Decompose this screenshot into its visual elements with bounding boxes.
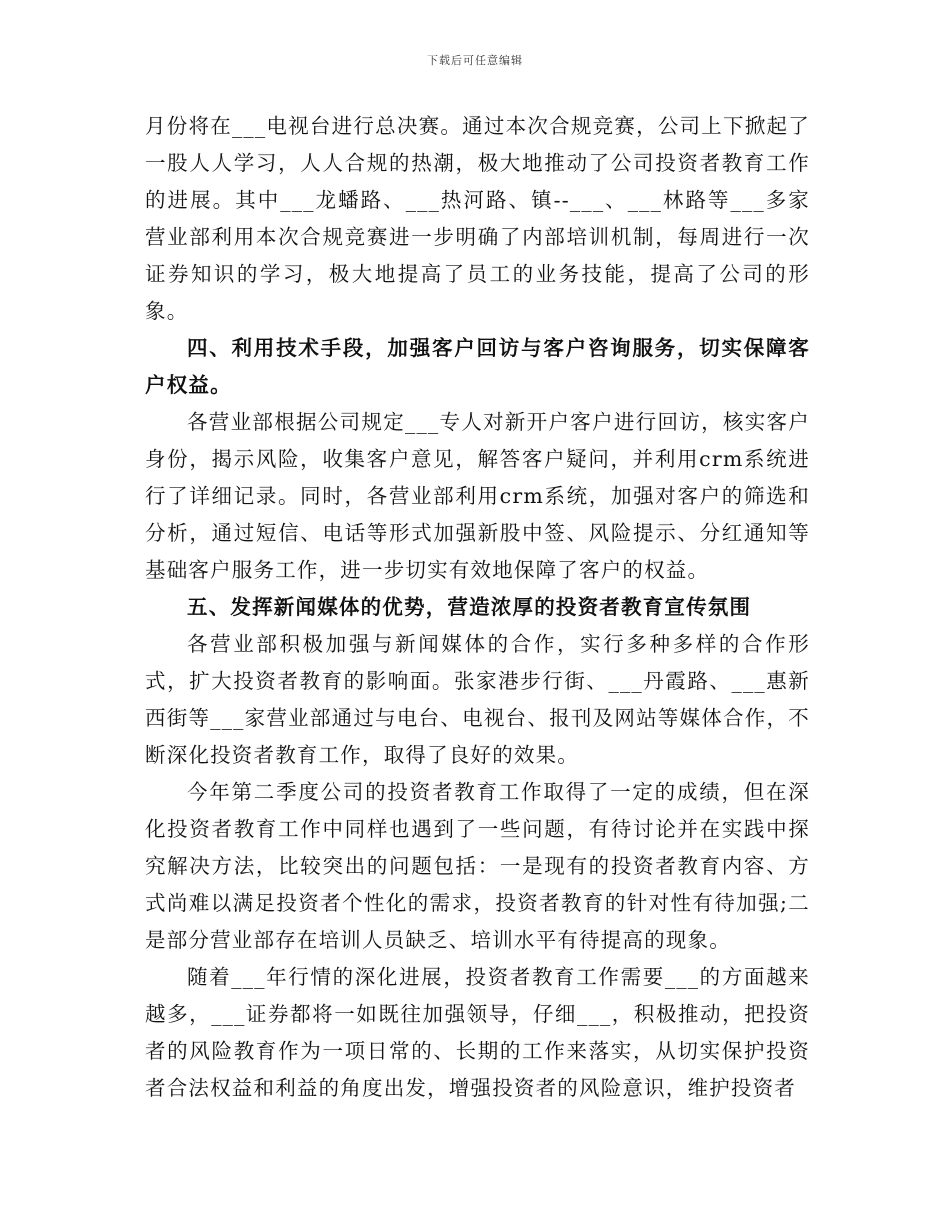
section-heading-4: 四、利用技术手段，加强客户回访与客户咨询服务，切实保障客户权益。 [145, 336, 810, 397]
paragraph-continuation: 月份将在___电视台进行总决赛。通过本次合规竞赛，公司上下掀起了一股人人学习，人人合规的热潮，极大地推动了公司投资者教育工作的进展。其中___龙蟠路、___热河路、镇--___、___林路等___多家营业部利用本次合规竞赛进一步明确了内部培训机制，每周进行一次证券知识的学习，极大地提高了员工的业务技能，提高了公司的形象。 [145, 114, 810, 323]
paragraph-problems: 今年第二季度公司的投资者教育工作取得了一定的成绩，但在深化投资者教育工作中同样也遇到了一些问题，有待讨论并在实践中探究解决方法，比较突出的问题包括：一是现有的投资者教育内容、方式尚难以满足投资者个性化的需求，投资者教育的针对性有待加强;二是部分营业部存在培训人员缺乏、培训水平有待提高的现象。 [145, 780, 810, 952]
paragraph-outlook: 随着___年行情的深化进展，投资者教育工作需要___的方面越来越多，___证券都将一如既往加强领导，仔细___，积极推动，把投资者的风险教育作为一项日常的、长期的工作来落实，从切实保护投资者合法权益和利益的角度出发，增强投资者的风险意识，维护投资者 [145, 965, 810, 1100]
page-header: 下载后可任意编辑 [427, 54, 523, 67]
paragraph-media-cooperation: 各营业部积极加强与新闻媒体的合作，实行多种多样的合作形式，扩大投资者教育的影响面。张家港步行街、___丹霞路、___惠新西街等___家营业部通过与电台、电视台、报刊及网站等媒体合作，不断深化投资者教育工作，取得了良好的效果。 [145, 632, 810, 767]
paragraph-client-visits: 各营业部根据公司规定___专人对新开户客户进行回访，核实客户身份，揭示风险，收集客户意见，解答客户疑问，并利用crm系统进行了详细记录。同时，各营业部利用crm系统，加强对客户的筛选和分析，通过短信、电话等形式加强新股中签、风险提示、分红通知等基础客户服务工作，进一步切实有效地保障了客户的权益。 [145, 410, 810, 582]
document-body [145, 108, 810, 1107]
section-heading-5: 五、发挥新闻媒体的优势，营造浓厚的投资者教育宣传氛围 [187, 595, 752, 619]
